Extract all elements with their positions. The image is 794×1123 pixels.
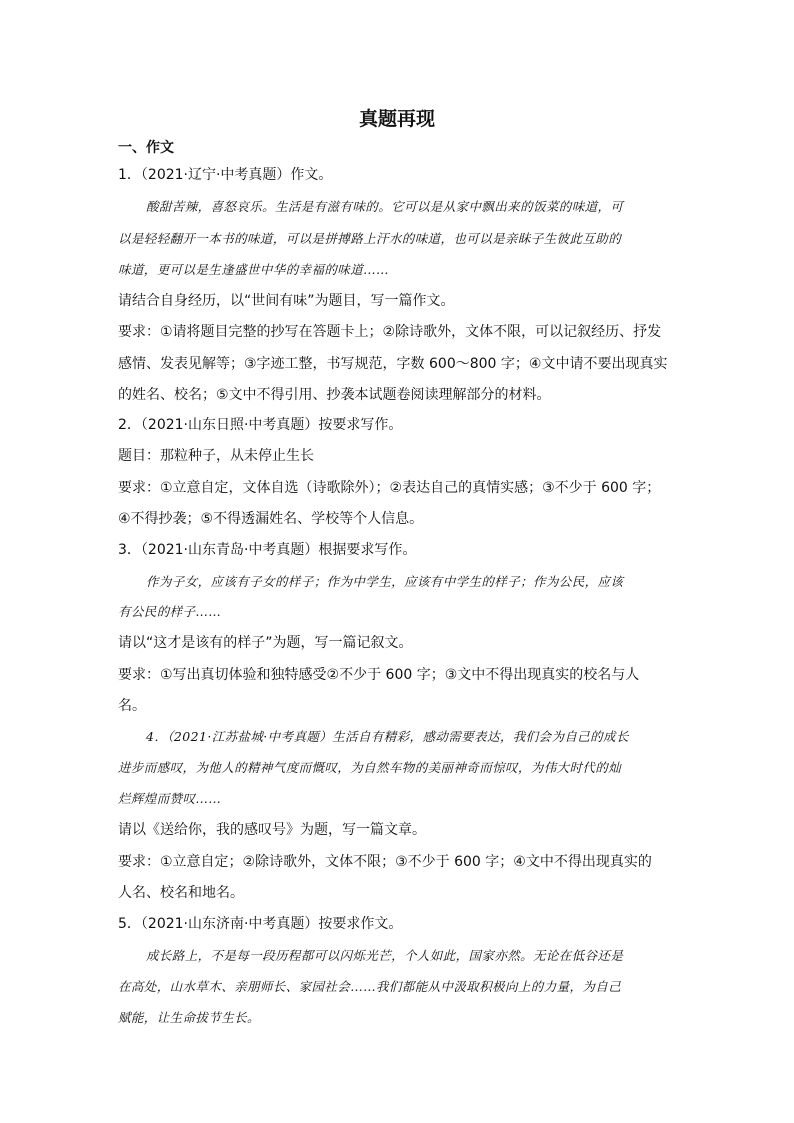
q5-material-line-3: 赋能，让生命拔节生长。	[118, 1010, 260, 1025]
q2-requirements-line-1: 要求：①立意自定，文体自选（诗歌除外）；②表达自己的真情实感；③不少于 600 字；	[118, 480, 661, 496]
q4-prompt: 请以《送给你，我的感叹号》为题，写一篇文章。	[118, 822, 426, 838]
q1-requirements-line-1: 要求：①请将题目完整的抄写在答题卡上；②除诗歌外，文体不限，可以记叙经历、抒发	[118, 324, 662, 340]
q1-material-line-3: 味道，更可以是生逢盛世中华的幸福的味道……	[118, 262, 389, 277]
question-2-header: 2．（2021·山东日照·中考真题）按要求写作。	[118, 417, 403, 433]
question-4-header: 4．（2021·江苏盐城·中考真题）生活自有精彩，感动需要表达，我们会为自己的成长	[146, 729, 629, 744]
q3-material-line-1: 作为子女，应该有子女的样子；作为中学生，应该有中学生的样子；作为公民，应该	[146, 574, 624, 589]
q2-topic: 题目：那粒种子，从未停止生长	[118, 448, 314, 464]
q1-material-line-2: 以是轻轻翻开一本书的味道，可以是拼搏路上汗水的味道，也可以是亲眛子生彼此互助的	[118, 231, 622, 246]
q3-material-line-2: 有公民的样子……	[118, 604, 222, 619]
q1-prompt: 请结合自身经历，以“世间有味”为题目，写一篇作文。	[118, 293, 455, 309]
question-1-header: 1．（2021·辽宁·中考真题）作文。	[118, 167, 333, 183]
q1-requirements-line-3: 的姓名、校名；⑤文中不得引用、抄袭本试题卷阅读理解部分的材料。	[118, 387, 551, 403]
q4-requirements-line-2: 人名、校名和地名。	[118, 885, 244, 901]
page-title: 真题再现	[358, 108, 435, 130]
q1-material-line-1: 酸甜苦辣，喜怒哀乐。生活是有滋有味的。它可以是从家中飘出来的饭菜的味道，可	[146, 199, 624, 214]
q1-requirements-line-2: 感情、发表见解等；③字迹工整，书写规范，字数 600～800 字；④文中请不要出现真实	[118, 356, 668, 372]
q3-requirements-line-1: 要求：①写出真切体验和独特感受②不少于 600 字；③文中不得出现真实的校名与人	[118, 667, 640, 683]
q3-prompt: 请以“这才是该有的样子”为题，写一篇记叙文。	[118, 635, 413, 651]
q3-requirements-line-2: 名。	[118, 698, 146, 714]
section-heading: 一、作文	[118, 140, 174, 156]
q4-requirements-line-1: 要求：①立意自定；②除诗歌外，文体不限；③不少于 600 字；④文中不得出现真实的	[118, 854, 652, 870]
q4-material-line-3: 烂辉煌而赞叹……	[118, 791, 222, 806]
question-5-header: 5．（2021·山东济南·中考真题）按要求作文。	[118, 916, 403, 932]
q2-requirements-line-2: ④不得抄袭；⑤不得透漏姓名、学校等个人信息。	[118, 511, 424, 527]
question-3-header: 3．（2021·山东青岛·中考真题）根据要求写作。	[118, 542, 417, 558]
q5-material-line-2: 在高处，山水草木、亲朋师长、家园社会……我们都能从中汲取积极向上的力量，为自己	[118, 979, 622, 994]
q4-material-line-2: 进步而感叹，为他人的精神气度而慨叹，为自然车物的美丽神奇而惊叹，为伟大时代的灿	[118, 760, 622, 775]
q5-material-line-1: 成长路上，不是每一段历程都可以闪烁光芒，个人如此，国家亦然。无论在低谷还是	[146, 948, 624, 963]
